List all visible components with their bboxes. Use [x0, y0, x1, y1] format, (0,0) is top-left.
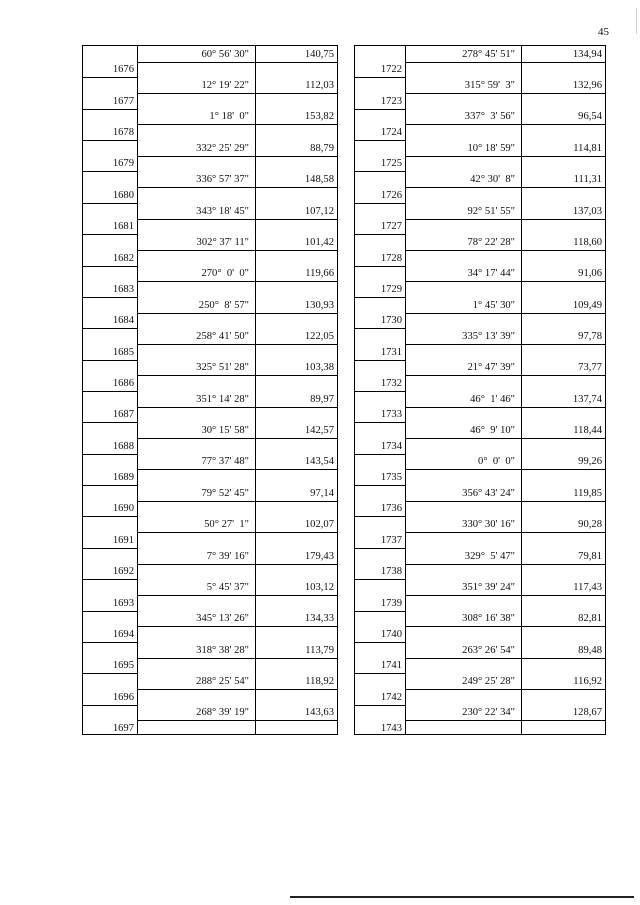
point-number: 1739 [380, 598, 402, 609]
distance-value: 153,82 [304, 111, 334, 122]
measure-row-rule [137, 62, 337, 63]
point-row-rule [355, 297, 405, 298]
point-row-rule [83, 203, 137, 204]
distance-value: 143,54 [304, 456, 334, 467]
point-number: 1736 [380, 503, 402, 514]
measure-row-rule [137, 344, 337, 345]
distance-value: 132,96 [572, 80, 602, 91]
point-row-rule [355, 171, 405, 172]
point-row-rule [355, 611, 405, 612]
measure-row-rule [137, 187, 337, 188]
bearing-angle: 330° 30' 16" [462, 519, 515, 530]
point-row-rule [355, 579, 405, 580]
measure-row-rule [137, 595, 337, 596]
bearing-angle: 230° 22' 34" [462, 707, 515, 718]
point-row-rule [355, 360, 405, 361]
bearing-angle: 351° 14' 28" [196, 394, 249, 405]
point-number: 1683 [112, 284, 134, 295]
distance-value: 114,81 [573, 143, 602, 154]
measure-row-rule [405, 250, 605, 251]
bearing-angle: 1° 45' 30" [472, 300, 515, 311]
scan-edge-mark [636, 8, 637, 34]
point-number: 1690 [112, 503, 134, 514]
point-number: 1725 [380, 158, 402, 169]
point-number: 1731 [380, 347, 402, 358]
distance-value: 119,66 [305, 268, 334, 279]
point-row-rule [83, 454, 137, 455]
measure-row-rule [405, 313, 605, 314]
point-number: 1684 [112, 315, 134, 326]
point-number: 1692 [112, 566, 134, 577]
bearing-angle: 332° 25' 29" [196, 143, 249, 154]
distance-value: 118,44 [573, 425, 602, 436]
measure-row-rule [137, 720, 337, 721]
distance-value: 130,93 [304, 300, 334, 311]
bearing-angle: 12° 19' 22" [201, 80, 249, 91]
point-row-rule [355, 673, 405, 674]
point-row-rule [83, 391, 137, 392]
footer-rule [290, 896, 634, 898]
distance-value: 107,12 [304, 206, 334, 217]
distance-value: 102,07 [304, 519, 334, 530]
measure-row-rule [405, 281, 605, 282]
point-number: 1729 [380, 284, 402, 295]
point-number: 1730 [380, 315, 402, 326]
distance-value: 103,38 [304, 362, 334, 373]
measure-row-rule [137, 658, 337, 659]
point-number: 1686 [112, 378, 134, 389]
measure-row-rule [405, 93, 605, 94]
measure-row-rule [405, 689, 605, 690]
point-number: 1733 [380, 409, 402, 420]
point-number: 1724 [380, 127, 402, 138]
point-row-rule [83, 140, 137, 141]
bearing-angle: 10° 18' 59" [467, 143, 515, 154]
measure-row-rule [137, 375, 337, 376]
point-number: 1742 [380, 692, 402, 703]
point-row-rule [355, 705, 405, 706]
bearing-angle: 50° 27' 1" [204, 519, 249, 530]
measure-row-rule [137, 250, 337, 251]
bearing-angle: 356° 43' 24" [462, 488, 515, 499]
coordinate-table-left [82, 45, 338, 735]
point-row-rule [355, 516, 405, 517]
point-row-rule [83, 297, 137, 298]
point-number: 1676 [112, 64, 134, 75]
bearing-angle: 258° 41' 50" [196, 331, 249, 342]
bearing-angle: 249° 25' 28" [462, 676, 515, 687]
measure-row-rule [405, 124, 605, 125]
point-number: 1677 [112, 96, 134, 107]
point-number: 1726 [380, 190, 402, 201]
point-number: 1689 [112, 472, 134, 483]
point-number: 1696 [112, 692, 134, 703]
bearing-angle: 318° 38' 28" [196, 645, 249, 656]
bearing-angle: 77° 37' 48" [201, 456, 249, 467]
distance-value: 89,97 [310, 394, 334, 405]
point-row-rule [83, 422, 137, 423]
bearing-angle: 79° 52' 45" [201, 488, 249, 499]
bearing-angle: 46° 1' 46" [470, 394, 515, 405]
point-number: 1697 [112, 723, 134, 734]
measure-row-rule [137, 93, 337, 94]
point-row-rule [83, 516, 137, 517]
distance-value: 118,92 [305, 676, 334, 687]
distance-value: 99,26 [578, 456, 602, 467]
point-row-rule [83, 266, 137, 267]
point-row-rule [83, 77, 137, 78]
measure-row-rule [405, 187, 605, 188]
bearing-angle: 78° 22' 28" [467, 237, 515, 248]
distance-value: 89,48 [578, 645, 602, 656]
measure-row-rule [405, 532, 605, 533]
page-number: 45 [598, 26, 609, 38]
measure-row-rule [405, 438, 605, 439]
point-row-rule [83, 548, 137, 549]
distance-value: 97,78 [578, 331, 602, 342]
measure-row-rule [405, 62, 605, 63]
distance-value: 143,63 [304, 707, 334, 718]
bearing-angle: 7° 39' 16" [206, 551, 249, 562]
point-row-rule [83, 611, 137, 612]
distance-value: 118,60 [573, 237, 602, 248]
coordinate-table-right [354, 45, 606, 735]
point-number: 1678 [112, 127, 134, 138]
point-number: 1741 [380, 660, 402, 671]
measure-row-rule [137, 124, 337, 125]
point-number: 1734 [380, 441, 402, 452]
bearing-angle: 325° 51' 28" [196, 362, 249, 373]
point-row-rule [83, 673, 137, 674]
bearing-angle: 42° 30' 8" [470, 174, 515, 185]
point-number: 1740 [380, 629, 402, 640]
distance-value: 96,54 [578, 111, 602, 122]
measure-row-rule [137, 281, 337, 282]
distance-value: 137,03 [572, 206, 602, 217]
bearing-angle: 315° 59' 3" [464, 80, 515, 91]
point-number: 1693 [112, 598, 134, 609]
measure-row-rule [405, 219, 605, 220]
distance-value: 73,77 [578, 362, 602, 373]
distance-value: 109,49 [572, 300, 602, 311]
distance-value: 101,42 [304, 237, 334, 248]
distance-value: 128,67 [572, 707, 602, 718]
distance-value: 97,14 [310, 488, 334, 499]
distance-value: 179,43 [304, 551, 334, 562]
measure-row-rule [405, 344, 605, 345]
bearing-angle: 5° 45' 37" [206, 582, 249, 593]
bearing-angle: 0° 0' 0" [478, 456, 515, 467]
measure-row-rule [137, 532, 337, 533]
point-row-rule [83, 234, 137, 235]
point-row-rule [355, 485, 405, 486]
point-number: 1694 [112, 629, 134, 640]
distance-value: 122,05 [304, 331, 334, 342]
distance-value: 111,31 [573, 174, 602, 185]
distance-value: 142,57 [304, 425, 334, 436]
bearing-angle: 345° 13' 26" [196, 613, 249, 624]
measure-row-rule [405, 564, 605, 565]
bearing-angle: 92° 51' 55" [467, 206, 515, 217]
point-row-rule [83, 579, 137, 580]
distance-value: 113,79 [305, 645, 334, 656]
measure-row-rule [405, 469, 605, 470]
distance-value: 116,92 [573, 676, 602, 687]
point-row-rule [83, 109, 137, 110]
point-row-rule [83, 360, 137, 361]
measure-row-rule [405, 720, 605, 721]
measure-row-rule [137, 219, 337, 220]
distance-value: 140,75 [304, 49, 334, 60]
bearing-angle: 46° 9' 10" [470, 425, 515, 436]
distance-value: 134,94 [572, 49, 602, 60]
bearing-angle: 278° 45' 51" [462, 49, 515, 60]
distance-value: 112,03 [305, 80, 334, 91]
point-number: 1679 [112, 158, 134, 169]
point-row-rule [83, 485, 137, 486]
point-number: 1682 [112, 253, 134, 264]
point-number: 1727 [380, 221, 402, 232]
bearing-angle: 268° 39' 19" [196, 707, 249, 718]
bearing-angle: 21° 47' 39" [467, 362, 515, 373]
measure-row-rule [137, 626, 337, 627]
distance-value: 137,74 [572, 394, 602, 405]
point-row-rule [355, 454, 405, 455]
point-row-rule [355, 548, 405, 549]
measure-row-rule [137, 689, 337, 690]
point-number: 1732 [380, 378, 402, 389]
point-row-rule [355, 266, 405, 267]
point-number: 1737 [380, 535, 402, 546]
measure-row-rule [405, 595, 605, 596]
bearing-angle: 343° 18' 45" [196, 206, 249, 217]
measure-row-rule [137, 438, 337, 439]
bearing-angle: 263° 26' 54" [462, 645, 515, 656]
bearing-angle: 308° 16' 38" [462, 613, 515, 624]
bearing-angle: 30° 15' 58" [201, 425, 249, 436]
point-number: 1695 [112, 660, 134, 671]
measure-row-rule [405, 156, 605, 157]
distance-value: 91,06 [578, 268, 602, 279]
bearing-angle: 337° 3' 56" [464, 111, 515, 122]
measure-row-rule [137, 564, 337, 565]
point-row-rule [355, 422, 405, 423]
bearing-angle: 60° 56' 30" [201, 49, 249, 60]
measure-row-rule [405, 501, 605, 502]
bearing-angle: 270° 0' 0" [201, 268, 249, 279]
point-row-rule [355, 77, 405, 78]
measure-row-rule [137, 313, 337, 314]
distance-value: 117,43 [573, 582, 602, 593]
point-number: 1685 [112, 347, 134, 358]
distance-value: 82,81 [578, 613, 602, 624]
bearing-angle: 288° 25' 54" [196, 676, 249, 687]
point-row-rule [83, 705, 137, 706]
distance-value: 119,85 [573, 488, 602, 499]
point-number: 1722 [380, 64, 402, 75]
point-row-rule [355, 234, 405, 235]
point-row-rule [355, 391, 405, 392]
bearing-angle: 34° 17' 44" [467, 268, 515, 279]
measure-row-rule [405, 375, 605, 376]
bearing-angle: 302° 37' 11" [196, 237, 249, 248]
bearing-angle: 335° 13' 39" [462, 331, 515, 342]
point-row-rule [355, 203, 405, 204]
distance-value: 88,79 [310, 143, 334, 154]
distance-value: 148,58 [304, 174, 334, 185]
measure-row-rule [137, 156, 337, 157]
point-row-rule [355, 109, 405, 110]
point-number: 1691 [112, 535, 134, 546]
bearing-angle: 329° 5' 47" [464, 551, 515, 562]
point-number: 1728 [380, 253, 402, 264]
point-number: 1743 [380, 723, 402, 734]
measure-row-rule [137, 407, 337, 408]
point-row-rule [83, 171, 137, 172]
point-row-rule [355, 328, 405, 329]
point-number: 1687 [112, 409, 134, 420]
bearing-angle: 336° 57' 37" [196, 174, 249, 185]
point-row-rule [83, 642, 137, 643]
measure-row-rule [137, 469, 337, 470]
point-number: 1723 [380, 96, 402, 107]
measure-row-rule [405, 626, 605, 627]
measure-row-rule [137, 501, 337, 502]
distance-value: 90,28 [578, 519, 602, 530]
distance-value: 134,33 [304, 613, 334, 624]
bearing-angle: 351° 39' 24" [462, 582, 515, 593]
point-number: 1735 [380, 472, 402, 483]
distance-value: 103,12 [304, 582, 334, 593]
distance-value: 79,81 [578, 551, 602, 562]
point-number: 1738 [380, 566, 402, 577]
measure-row-rule [405, 407, 605, 408]
bearing-angle: 1° 18' 0" [209, 111, 249, 122]
bearing-angle: 250° 8' 57" [198, 300, 249, 311]
point-number: 1688 [112, 441, 134, 452]
point-row-rule [83, 328, 137, 329]
point-number: 1681 [112, 221, 134, 232]
point-row-rule [355, 140, 405, 141]
point-number: 1680 [112, 190, 134, 201]
point-row-rule [355, 642, 405, 643]
measure-row-rule [405, 658, 605, 659]
